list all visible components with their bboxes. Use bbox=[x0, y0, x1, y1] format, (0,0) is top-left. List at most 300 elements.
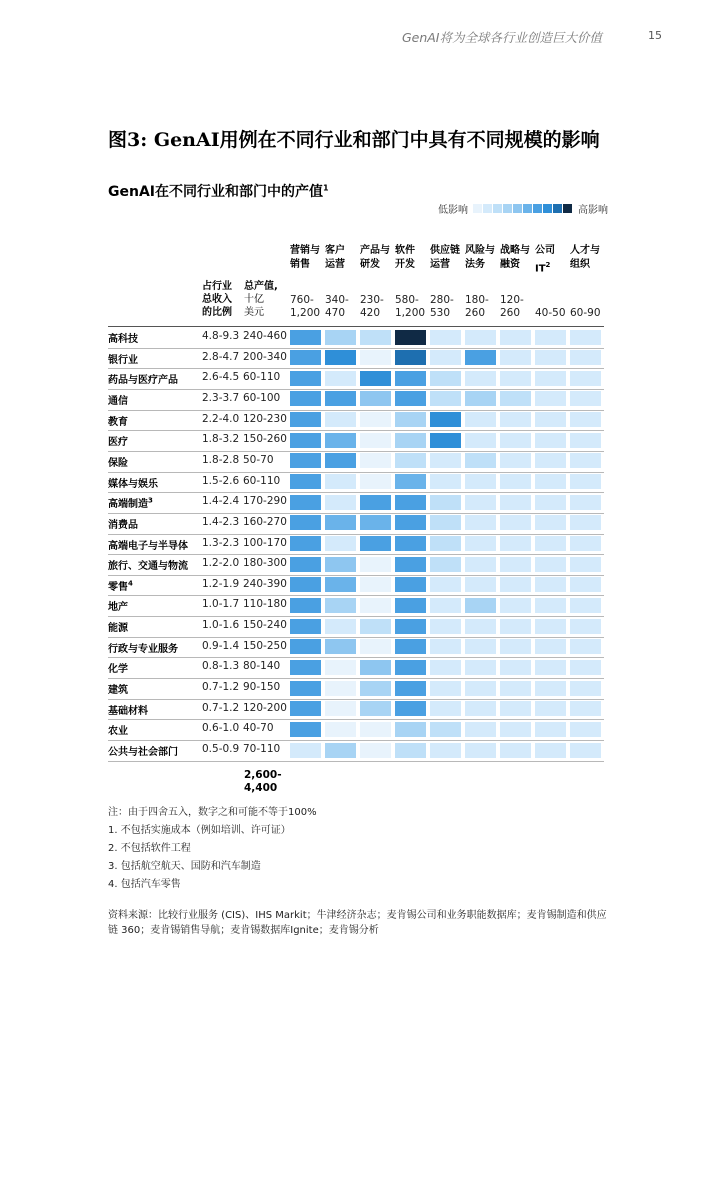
heatmap-cell bbox=[465, 743, 496, 758]
heatmap-cell bbox=[395, 743, 426, 758]
total-header-l2: 十亿 bbox=[244, 294, 264, 305]
heatmap-cell bbox=[325, 330, 356, 345]
heatmap-cell bbox=[290, 330, 321, 345]
heatmap-cell bbox=[570, 515, 601, 530]
row-label bbox=[108, 681, 200, 696]
heatmap-cell bbox=[500, 660, 531, 675]
source-note: 资料来源：比较行业服务 (CIS)、IHS Markit；牛津经济杂志；麦肯锡公司和业务职能数据库；麦肯锡制造和供应链 360；麦肯锡销售导航；麦肯锡数据库Ignite；麦肯锡分析 bbox=[108, 910, 607, 936]
row-divider bbox=[108, 451, 604, 452]
heatmap-cell bbox=[395, 391, 426, 406]
row-total: 100-170 bbox=[243, 536, 287, 549]
row-divider bbox=[108, 595, 604, 596]
row-label bbox=[108, 578, 200, 593]
row-label-text: 药品与医疗产品 bbox=[108, 375, 178, 387]
heatmap-cell bbox=[570, 330, 601, 345]
heatmap-cell bbox=[500, 433, 531, 448]
heatmap-cell bbox=[395, 619, 426, 634]
heatmap-cell bbox=[430, 495, 461, 510]
heatmap-cell bbox=[500, 350, 531, 365]
heatmap-cell bbox=[360, 619, 391, 634]
column-header-line1: 人才与 bbox=[570, 245, 600, 256]
heatmap-cell bbox=[360, 660, 391, 675]
heatmap-cell bbox=[430, 619, 461, 634]
heatmap-cell bbox=[395, 371, 426, 386]
column-range bbox=[500, 294, 536, 320]
header-rule bbox=[108, 326, 604, 327]
row-total: 180-300 bbox=[243, 557, 287, 570]
row-total: 240-390 bbox=[243, 577, 287, 590]
heatmap-cell bbox=[395, 495, 426, 510]
legend-swatch bbox=[483, 204, 492, 213]
row-divider bbox=[108, 719, 604, 720]
row-label bbox=[108, 743, 200, 758]
row-label-sup: 3 bbox=[148, 496, 153, 505]
column-header-line2: IT bbox=[535, 263, 546, 275]
heatmap-cell bbox=[395, 474, 426, 489]
row-label bbox=[108, 392, 200, 407]
heatmap-cell bbox=[465, 660, 496, 675]
row-divider bbox=[108, 657, 604, 658]
row-share: 2.3-3.7 bbox=[202, 391, 240, 404]
row-total: 70-110 bbox=[243, 743, 281, 755]
row-share: 0.7-1.2 bbox=[202, 681, 240, 694]
column-header bbox=[290, 244, 326, 272]
heatmap-cell bbox=[395, 557, 426, 572]
heatmap-cell bbox=[535, 412, 566, 427]
heatmap-cell bbox=[395, 639, 426, 654]
row-label bbox=[108, 495, 200, 510]
heatmap-cell bbox=[535, 701, 566, 716]
row-label bbox=[108, 516, 200, 531]
heatmap-cell bbox=[325, 495, 356, 510]
column-range bbox=[465, 294, 501, 320]
heatmap-cell bbox=[535, 453, 566, 468]
legend-swatch bbox=[503, 204, 512, 213]
heatmap-cell bbox=[325, 453, 356, 468]
heatmap-cell bbox=[465, 371, 496, 386]
heatmap-cell bbox=[535, 557, 566, 572]
row-label bbox=[108, 475, 200, 490]
heatmap-cell bbox=[430, 681, 461, 696]
heatmap-cell bbox=[360, 433, 391, 448]
heatmap-cell bbox=[570, 619, 601, 634]
row-label-text: 农业 bbox=[108, 726, 128, 738]
column-range bbox=[290, 294, 326, 320]
impact-legend bbox=[438, 202, 608, 214]
row-total: 240-460 bbox=[243, 330, 287, 342]
note-4: 4. 包括汽车零售 bbox=[108, 879, 181, 890]
heatmap-cell bbox=[325, 660, 356, 675]
column-range-line1: 280- bbox=[430, 294, 454, 306]
column-range bbox=[430, 294, 466, 320]
legend-swatch bbox=[523, 204, 532, 213]
row-share: 1.4-2.3 bbox=[202, 515, 240, 528]
heatmap-cell bbox=[325, 619, 356, 634]
heatmap-cell bbox=[325, 515, 356, 530]
column-header bbox=[395, 244, 431, 272]
column-header bbox=[360, 244, 396, 272]
heatmap-cell bbox=[465, 474, 496, 489]
row-divider bbox=[108, 430, 604, 431]
heatmap-cell bbox=[290, 598, 321, 613]
legend-low-label: 低影响 bbox=[438, 204, 468, 216]
heatmap-cell bbox=[465, 681, 496, 696]
column-header-line1: 公司 bbox=[535, 245, 555, 256]
row-total: 170-290 bbox=[243, 495, 287, 508]
heatmap-cell bbox=[325, 681, 356, 696]
heatmap-cell bbox=[465, 453, 496, 468]
note-2: 2. 不包括软件工程 bbox=[108, 843, 191, 854]
heatmap-cell bbox=[570, 453, 601, 468]
notes bbox=[108, 804, 317, 894]
sum-total-l1: 2,600- bbox=[244, 769, 282, 781]
heatmap-cell bbox=[465, 598, 496, 613]
heatmap-cell bbox=[500, 639, 531, 654]
row-total: 60-100 bbox=[243, 391, 281, 404]
heatmap-cell bbox=[465, 350, 496, 365]
row-label bbox=[108, 330, 200, 345]
heatmap-cell bbox=[360, 515, 391, 530]
column-header bbox=[535, 244, 571, 276]
total-header-l3: 美元 bbox=[244, 307, 264, 318]
row-share: 4.8-9.3 bbox=[202, 330, 240, 342]
legend-swatch bbox=[513, 204, 522, 213]
heatmap-cell bbox=[290, 557, 321, 572]
note-0: 注：由于四舍五入，数字之和可能不等于100% bbox=[108, 807, 317, 818]
heatmap-cell bbox=[500, 619, 531, 634]
heatmap-cell bbox=[535, 330, 566, 345]
heatmap-cell bbox=[465, 557, 496, 572]
column-range-line2: 260 bbox=[465, 307, 486, 319]
heatmap-cell bbox=[325, 474, 356, 489]
heatmap-cell bbox=[290, 743, 321, 758]
row-label-text: 消费品 bbox=[108, 519, 138, 531]
heatmap-cell bbox=[500, 474, 531, 489]
heatmap-cell bbox=[535, 660, 566, 675]
row-divider bbox=[108, 761, 604, 762]
row-label-text: 基础材料 bbox=[108, 705, 148, 717]
row-divider bbox=[108, 575, 604, 576]
heatmap-cell bbox=[290, 660, 321, 675]
row-divider bbox=[108, 472, 604, 473]
heatmap-cell bbox=[360, 557, 391, 572]
legend-swatch bbox=[553, 204, 562, 213]
heatmap-cell bbox=[430, 515, 461, 530]
column-header-line2: 销售 bbox=[290, 259, 310, 270]
column-range-line1: 760- bbox=[290, 294, 314, 306]
column-header-line2: 开发 bbox=[395, 259, 415, 270]
heatmap-cell bbox=[535, 495, 566, 510]
row-divider bbox=[108, 534, 604, 535]
heatmap-cell bbox=[570, 557, 601, 572]
heatmap-cell bbox=[500, 536, 531, 551]
row-label-text: 高科技 bbox=[108, 334, 138, 345]
heatmap-cell bbox=[535, 598, 566, 613]
heatmap-cell bbox=[465, 515, 496, 530]
heatmap-cell bbox=[290, 619, 321, 634]
legend-swatch bbox=[473, 204, 482, 213]
heatmap-cell bbox=[535, 536, 566, 551]
heatmap-cell bbox=[325, 536, 356, 551]
row-total: 60-110 bbox=[243, 474, 281, 487]
row-divider bbox=[108, 554, 604, 555]
heatmap-cell bbox=[430, 557, 461, 572]
heatmap-cell bbox=[360, 681, 391, 696]
heatmap-cell bbox=[290, 371, 321, 386]
column-header bbox=[465, 244, 501, 272]
row-divider bbox=[108, 616, 604, 617]
row-label-text: 地产 bbox=[108, 602, 128, 614]
heatmap-cell bbox=[535, 743, 566, 758]
row-label-text: 保险 bbox=[108, 457, 128, 469]
heatmap-cell bbox=[360, 330, 391, 345]
row-total: 120-200 bbox=[243, 701, 287, 714]
row-label bbox=[108, 454, 200, 469]
row-share: 2.8-4.7 bbox=[202, 350, 240, 363]
heatmap-cell bbox=[325, 598, 356, 613]
heatmap-cell bbox=[570, 660, 601, 675]
heatmap-cell bbox=[500, 391, 531, 406]
heatmap-cell bbox=[360, 598, 391, 613]
column-header-line1: 软件 bbox=[395, 245, 415, 256]
row-label-sup: 4 bbox=[128, 579, 133, 588]
heatmap-cell bbox=[500, 701, 531, 716]
heatmap-cell bbox=[535, 639, 566, 654]
row-label-text: 化学 bbox=[108, 664, 128, 676]
heatmap-cell bbox=[290, 350, 321, 365]
row-label bbox=[108, 433, 200, 448]
column-range bbox=[325, 294, 361, 320]
column-range bbox=[535, 294, 571, 320]
row-share: 1.0-1.6 bbox=[202, 619, 240, 632]
column-range bbox=[395, 294, 431, 320]
column-range-line2: 1,200 bbox=[395, 307, 426, 319]
row-label-text: 媒体与娱乐 bbox=[108, 478, 158, 490]
column-range-line2: 530 bbox=[430, 307, 451, 319]
heatmap-cell bbox=[430, 722, 461, 737]
row-total: 90-150 bbox=[243, 681, 281, 694]
heatmap-cell bbox=[360, 350, 391, 365]
heatmap-cell bbox=[535, 577, 566, 592]
heatmap-cell bbox=[395, 453, 426, 468]
heatmap-cell bbox=[360, 391, 391, 406]
heatmap-cell bbox=[465, 639, 496, 654]
heatmap-cell bbox=[290, 412, 321, 427]
heatmap-cell bbox=[360, 474, 391, 489]
row-divider bbox=[108, 699, 604, 700]
share-header-l1: 占行业 bbox=[202, 281, 232, 292]
row-divider bbox=[108, 368, 604, 369]
row-total: 150-240 bbox=[243, 619, 287, 632]
total-header-l1: 总产值, bbox=[244, 281, 278, 292]
heatmap-cell bbox=[290, 515, 321, 530]
row-label-text: 零售 bbox=[108, 581, 128, 593]
row-share: 0.6-1.0 bbox=[202, 722, 240, 735]
share-header-l2: 总收入 bbox=[202, 294, 232, 305]
heatmap-cell bbox=[290, 391, 321, 406]
column-range-line1: 180- bbox=[465, 294, 489, 306]
row-label-text: 教育 bbox=[108, 416, 128, 428]
column-header-line1: 供应链 bbox=[430, 245, 460, 256]
row-total: 80-140 bbox=[243, 660, 281, 673]
heatmap-cell bbox=[570, 495, 601, 510]
heatmap-cell bbox=[570, 743, 601, 758]
column-range-line2: 420 bbox=[360, 307, 381, 319]
share-header bbox=[202, 280, 232, 319]
heatmap-cell bbox=[465, 722, 496, 737]
row-divider bbox=[108, 513, 604, 514]
row-label bbox=[108, 371, 200, 386]
heatmap-cell bbox=[360, 495, 391, 510]
column-range-line1: 230- bbox=[360, 294, 384, 306]
heatmap-cell bbox=[570, 433, 601, 448]
heatmap-cell bbox=[535, 433, 566, 448]
heatmap-cell bbox=[290, 433, 321, 448]
heatmap-cell bbox=[290, 495, 321, 510]
heatmap-cell bbox=[290, 577, 321, 592]
column-header bbox=[570, 244, 606, 272]
heatmap-cell bbox=[465, 495, 496, 510]
heatmap-cell bbox=[570, 681, 601, 696]
row-share: 0.8-1.3 bbox=[202, 660, 240, 673]
heatmap-cell bbox=[430, 536, 461, 551]
row-divider bbox=[108, 348, 604, 349]
column-header bbox=[500, 244, 536, 272]
legend-swatch bbox=[543, 204, 552, 213]
column-header-line1: 产品与 bbox=[360, 245, 390, 256]
heatmap-cell bbox=[325, 371, 356, 386]
heatmap-cell bbox=[395, 330, 426, 345]
heatmap-cell bbox=[500, 330, 531, 345]
row-label bbox=[108, 413, 200, 428]
row-label-text: 高端电子与半导体 bbox=[108, 540, 188, 552]
row-total: 60-110 bbox=[243, 371, 281, 384]
heatmap-cell bbox=[465, 412, 496, 427]
heatmap-cell bbox=[395, 350, 426, 365]
heatmap-cell bbox=[535, 474, 566, 489]
heatmap-cell bbox=[325, 577, 356, 592]
row-divider bbox=[108, 637, 604, 638]
heatmap-cell bbox=[360, 722, 391, 737]
header-title: GenAI将为全球各行业创造巨大价值 bbox=[401, 30, 602, 45]
figure-subtitle bbox=[108, 181, 329, 201]
row-total: 200-340 bbox=[243, 350, 287, 363]
heatmap-cell bbox=[360, 371, 391, 386]
column-header-line1: 风险与 bbox=[465, 245, 495, 256]
row-label bbox=[108, 619, 200, 634]
heatmap-cell bbox=[395, 433, 426, 448]
heatmap-cell bbox=[570, 391, 601, 406]
row-label bbox=[108, 640, 200, 655]
heatmap-cell bbox=[290, 681, 321, 696]
row-total: 150-250 bbox=[243, 639, 287, 652]
heatmap-cell bbox=[500, 453, 531, 468]
column-header-line2: 运营 bbox=[430, 259, 450, 270]
heatmap-cell bbox=[465, 433, 496, 448]
row-share: 2.6-4.5 bbox=[202, 371, 240, 384]
row-share: 0.9-1.4 bbox=[202, 639, 240, 652]
column-header-line1: 客户 bbox=[325, 245, 345, 256]
note-1: 1. 不包括实施成本（例如培训、许可证） bbox=[108, 825, 291, 836]
heatmap-cell bbox=[290, 474, 321, 489]
row-label bbox=[108, 598, 200, 613]
row-share: 0.5-0.9 bbox=[202, 743, 240, 755]
heatmap-cell bbox=[395, 412, 426, 427]
row-total: 120-230 bbox=[243, 412, 287, 425]
heatmap-cell bbox=[430, 639, 461, 654]
heatmap-cell bbox=[360, 412, 391, 427]
row-label-text: 旅行、交通与物流 bbox=[108, 561, 188, 573]
heatmap-cell bbox=[290, 722, 321, 737]
heatmap-cell bbox=[430, 391, 461, 406]
row-divider bbox=[108, 740, 604, 741]
legend-high-label: 高影响 bbox=[578, 204, 608, 216]
heatmap-cell bbox=[570, 536, 601, 551]
legend-swatches bbox=[473, 204, 573, 213]
row-divider bbox=[108, 389, 604, 390]
row-label bbox=[108, 557, 200, 572]
heatmap-cell bbox=[395, 681, 426, 696]
heatmap-cell bbox=[360, 536, 391, 551]
sum-total-l2: 4,400 bbox=[244, 782, 278, 794]
heatmap-cell bbox=[570, 412, 601, 427]
heatmap-cell bbox=[360, 701, 391, 716]
heatmap-cell bbox=[325, 722, 356, 737]
row-share: 1.4-2.4 bbox=[202, 495, 240, 508]
heatmap-cell bbox=[395, 577, 426, 592]
row-label bbox=[108, 351, 200, 366]
heatmap-cell bbox=[430, 743, 461, 758]
heatmap-cell bbox=[290, 536, 321, 551]
column-header-line1: 战略与 bbox=[500, 245, 530, 256]
heatmap-cell bbox=[325, 350, 356, 365]
heatmap-cell bbox=[430, 701, 461, 716]
heatmap-cell bbox=[570, 474, 601, 489]
column-header-line2: 运营 bbox=[325, 259, 345, 270]
column-header-line2: 融资 bbox=[500, 259, 520, 270]
column-range bbox=[570, 294, 606, 320]
heatmap-cell bbox=[430, 371, 461, 386]
heatmap-cell bbox=[325, 433, 356, 448]
heatmap-cell bbox=[360, 639, 391, 654]
row-share: 0.7-1.2 bbox=[202, 701, 240, 714]
heatmap-cell bbox=[535, 515, 566, 530]
figure-title: 图3: GenAI用例在不同行业和部门中具有不同规模的影响 bbox=[108, 129, 600, 151]
row-label bbox=[108, 537, 200, 552]
heatmap-cell bbox=[500, 515, 531, 530]
heatmap-cell bbox=[535, 350, 566, 365]
heatmap-cell bbox=[570, 350, 601, 365]
row-total: 40-70 bbox=[243, 722, 274, 735]
heatmap-cell bbox=[500, 743, 531, 758]
heatmap-cell bbox=[535, 619, 566, 634]
legend-swatch bbox=[533, 204, 542, 213]
column-range-line2: 40-50 bbox=[535, 307, 566, 319]
heatmap-cell bbox=[500, 722, 531, 737]
figure-subtitle-text: GenAI在不同行业和部门中的产值 bbox=[108, 184, 323, 200]
column-header bbox=[325, 244, 361, 272]
heatmap-cell bbox=[500, 412, 531, 427]
column-range-line2: 60-90 bbox=[570, 307, 601, 319]
heatmap-cell bbox=[570, 371, 601, 386]
column-range-line2: 470 bbox=[325, 307, 346, 319]
heatmap-cell bbox=[535, 681, 566, 696]
row-total: 50-70 bbox=[243, 453, 274, 466]
row-label bbox=[108, 660, 200, 675]
heatmap-cell bbox=[430, 598, 461, 613]
share-header-l3: 的比例 bbox=[202, 307, 232, 318]
column-range-line2: 1,200 bbox=[290, 307, 321, 319]
